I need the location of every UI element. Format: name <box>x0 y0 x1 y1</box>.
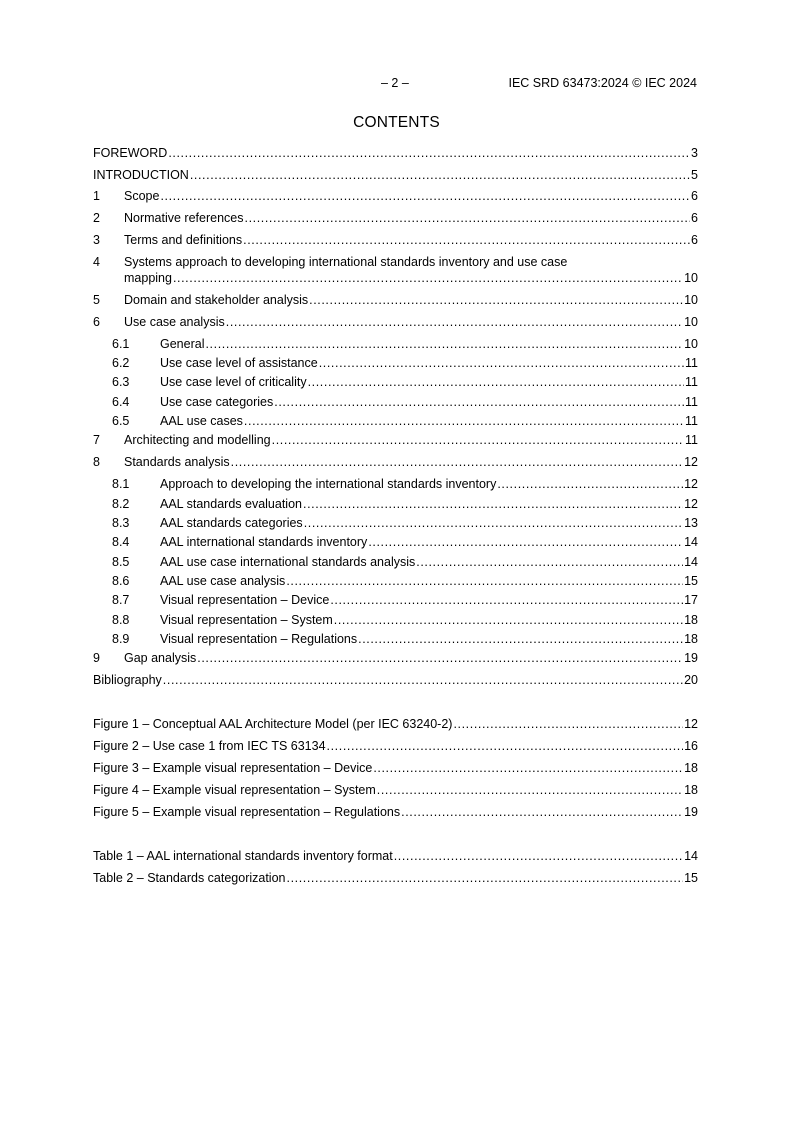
toc-entry-6-4[interactable] <box>93 395 698 411</box>
toc-entry-number: 6.2 <box>112 356 130 370</box>
toc-entry-title: AAL use cases <box>160 414 243 428</box>
toc-entry-introduction[interactable] <box>93 168 698 184</box>
toc-entry-page: 11 <box>685 356 698 370</box>
table-entry-page: 14 <box>684 849 698 863</box>
toc-entry-1[interactable] <box>93 189 698 205</box>
toc-entry-title: Bibliography <box>93 673 162 687</box>
toc-entry-bibliography[interactable] <box>93 673 698 689</box>
toc-entry-page: 17 <box>684 593 698 607</box>
toc-entry-title: Architecting and modelling <box>124 433 271 447</box>
toc-entry-number: 8.3 <box>112 516 130 530</box>
toc-entry-8-2[interactable] <box>93 497 698 513</box>
toc-entry-7[interactable] <box>93 433 698 449</box>
table-entry-2[interactable] <box>93 871 698 887</box>
toc-entry-foreword[interactable] <box>93 146 698 162</box>
figure-entry-3[interactable] <box>93 761 698 777</box>
toc-entry-page: 19 <box>684 651 698 665</box>
toc-entry-6-3[interactable] <box>93 375 698 391</box>
toc-entry-number: 6.1 <box>112 337 130 351</box>
toc-entry-title: Use case analysis <box>124 315 225 329</box>
toc-entry-number: 8 <box>93 455 100 469</box>
page-number: – 2 – <box>381 76 409 90</box>
figure-entry-title: Figure 5 – Example visual representation – Regulations <box>93 805 401 819</box>
toc-entry-6-2[interactable] <box>93 356 698 372</box>
toc-entry-number: 3 <box>93 233 100 247</box>
toc-entry-title: AAL standards evaluation <box>160 497 302 511</box>
toc-entry-page: 5 <box>691 168 698 182</box>
toc-entry-title: Normative references <box>124 211 244 225</box>
toc-entry-4-line1[interactable] <box>93 255 698 271</box>
toc-entry-page: 3 <box>691 146 698 160</box>
toc-entry-title: Gap analysis <box>124 651 197 665</box>
figure-entry-page: 12 <box>684 717 698 731</box>
figure-entry-title: Figure 1 – Conceptual AAL Architecture Model (per IEC 63240-2) <box>93 717 453 731</box>
toc-entry-number: 8.7 <box>112 593 130 607</box>
toc-entry-page: 11 <box>685 433 698 447</box>
figure-entry-title: Figure 2 – Use case 1 from IEC TS 63134 <box>93 739 326 753</box>
figure-entry-page: 18 <box>684 761 698 775</box>
toc-entry-title: AAL standards categories <box>160 516 303 530</box>
toc-entry-number: 8.4 <box>112 535 130 549</box>
toc-entry-8-1[interactable] <box>93 477 698 493</box>
toc-entry-8-9[interactable] <box>93 632 698 648</box>
toc-entry-number: 9 <box>93 651 100 665</box>
toc-entry-8-3[interactable] <box>93 516 698 532</box>
table-entry-page: 15 <box>684 871 698 885</box>
toc-entry-8[interactable] <box>93 455 698 471</box>
toc-entry-title: FOREWORD <box>93 146 168 160</box>
figure-entry-2[interactable] <box>93 739 698 755</box>
toc-entry-page: 10 <box>684 337 698 351</box>
contents-title: CONTENTS <box>353 114 440 131</box>
toc-entry-number: 5 <box>93 293 100 307</box>
document-reference: IEC SRD 63473:2024 © IEC 2024 <box>508 76 697 90</box>
toc-entry-6-5[interactable] <box>93 414 698 430</box>
toc-entry-title: Use case level of criticality <box>160 375 307 389</box>
toc-entry-number: 8.8 <box>112 613 130 627</box>
toc-entry-page: 13 <box>684 516 698 530</box>
figure-entry-5[interactable] <box>93 805 698 821</box>
toc-entry-page: 15 <box>684 574 698 588</box>
figure-entry-title: Figure 3 – Example visual representation – Device <box>93 761 373 775</box>
toc-entry-title: Terms and definitions <box>124 233 243 247</box>
toc-entry-page: 12 <box>684 497 698 511</box>
toc-entry-number: 8.1 <box>112 477 130 491</box>
toc-entry-number: 8.6 <box>112 574 130 588</box>
toc-entry-title: Use case level of assistance <box>160 356 318 370</box>
toc-entry-page: 10 <box>684 315 698 329</box>
toc-entry-page: 10 <box>684 271 698 285</box>
toc-entry-title: AAL international standards inventory <box>160 535 368 549</box>
toc-entry-title: Systems approach to developing international standards inventory and use case <box>124 255 568 269</box>
toc-entry-8-8[interactable] <box>93 613 698 629</box>
toc-entry-title: Approach to developing the international standards inventory <box>160 477 497 491</box>
toc-entry-9[interactable] <box>93 651 698 667</box>
table-entry-title: Table 1 – AAL international standards inventory format <box>93 849 393 863</box>
toc-entry-page: 11 <box>685 375 698 389</box>
toc-entry-2[interactable] <box>93 211 698 227</box>
figure-entry-title: Figure 4 – Example visual representation – System <box>93 783 376 797</box>
toc-entry-number: 2 <box>93 211 100 225</box>
toc-entry-page: 20 <box>684 673 698 687</box>
toc-entry-page: 12 <box>684 455 698 469</box>
toc-entry-number: 7 <box>93 433 100 447</box>
toc-entry-5[interactable] <box>93 293 698 309</box>
toc-entry-page: 10 <box>684 293 698 307</box>
toc-entry-page: 18 <box>684 613 698 627</box>
toc-entry-8-4[interactable] <box>93 535 698 551</box>
toc-entry-3[interactable] <box>93 233 698 249</box>
toc-entry-title: Visual representation – System <box>160 613 333 627</box>
toc-entry-page: 6 <box>691 189 698 203</box>
toc-entry-page: 11 <box>685 414 698 428</box>
figure-entry-1[interactable] <box>93 717 698 733</box>
toc-entry-6-1[interactable] <box>93 337 698 353</box>
toc-entry-title: Scope <box>124 189 160 203</box>
figure-entry-page: 18 <box>684 783 698 797</box>
toc-entry-number: 6 <box>93 315 100 329</box>
toc-entry-page: 6 <box>691 233 698 247</box>
toc-entry-number: 8.9 <box>112 632 130 646</box>
toc-entry-page: 14 <box>684 555 698 569</box>
toc-entry-title: AAL use case analysis <box>160 574 286 588</box>
toc-entry-8-6[interactable] <box>93 574 698 590</box>
toc-entry-title: Standards analysis <box>124 455 230 469</box>
toc-entry-8-7[interactable] <box>93 593 698 609</box>
toc-entry-title: AAL use case international standards analysis <box>160 555 416 569</box>
toc-entry-page: 14 <box>684 535 698 549</box>
toc-entry-8-5[interactable] <box>93 555 698 571</box>
toc-entry-page: 12 <box>684 477 698 491</box>
toc-entry-6[interactable] <box>93 315 698 331</box>
toc-entry-number: 6.3 <box>112 375 130 389</box>
figure-entry-4[interactable] <box>93 783 698 799</box>
page-header <box>0 76 793 92</box>
toc-entry-4-line2[interactable] <box>93 271 698 287</box>
toc-entry-page: 11 <box>685 395 698 409</box>
toc-entry-title: General <box>160 337 205 351</box>
toc-entry-title: Domain and stakeholder analysis <box>124 293 309 307</box>
toc-entry-number: 1 <box>93 189 100 203</box>
toc-entry-page: 6 <box>691 211 698 225</box>
toc-entry-title: Visual representation – Regulations <box>160 632 358 646</box>
table-entry-1[interactable] <box>93 849 698 865</box>
toc-entry-number: 8.2 <box>112 497 130 511</box>
toc-entry-title: mapping <box>124 271 172 285</box>
toc-entry-page: 18 <box>684 632 698 646</box>
toc-entry-number: 4 <box>93 255 100 269</box>
toc-entry-number: 6.4 <box>112 395 130 409</box>
toc-entry-title: Use case categories <box>160 395 274 409</box>
figure-entry-page: 19 <box>684 805 698 819</box>
table-entry-title: Table 2 – Standards categorization <box>93 871 286 885</box>
toc-entry-number: 8.5 <box>112 555 130 569</box>
toc-entry-number: 6.5 <box>112 414 130 428</box>
toc-entry-title: INTRODUCTION <box>93 168 189 182</box>
figure-entry-page: 16 <box>684 739 698 753</box>
toc-entry-title: Visual representation – Device <box>160 593 330 607</box>
